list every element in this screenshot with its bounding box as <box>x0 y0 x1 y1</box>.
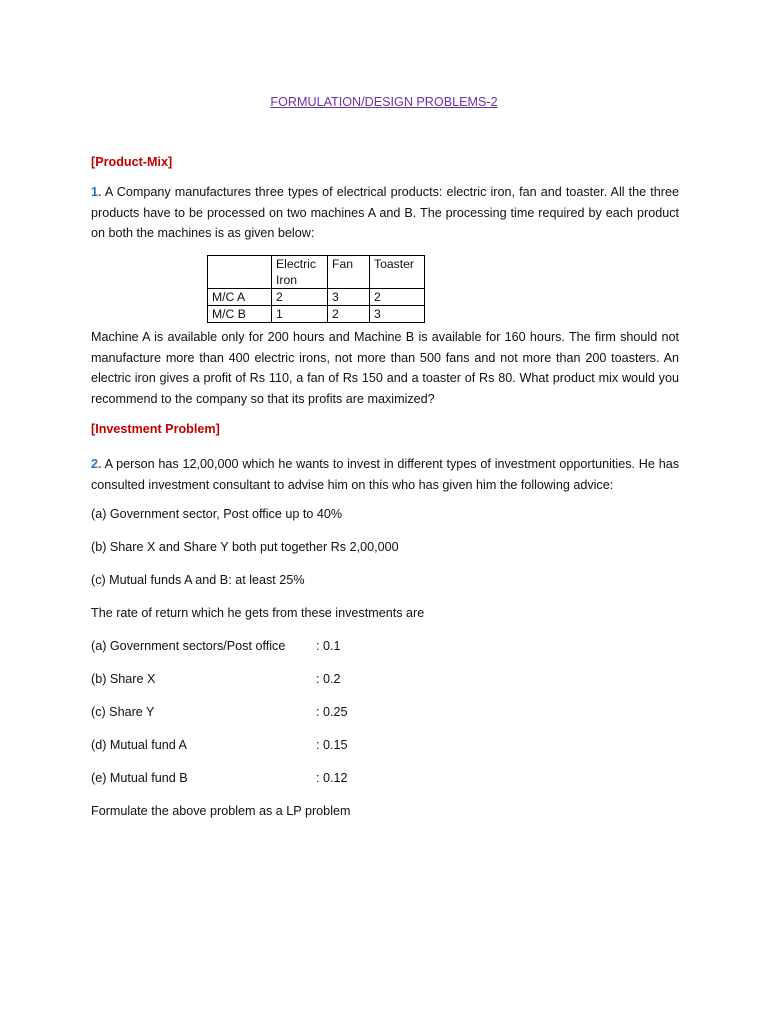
problem-1-intro-text: A Company manufactures three types of electrical products: electric iron, fan and toaster. All the three products have to be processed on two machines A and B. The processing time required by each product on both the machines is as given below: <box>91 185 679 240</box>
advice-item: (b) Share X and Share Y both put together Rs 2,00,000 <box>91 540 399 554</box>
table-row <box>208 289 425 306</box>
advice-item: (c) Mutual funds A and B: at least 25% <box>91 573 305 587</box>
problem-1-body: Machine A is available only for 200 hours and Machine B is available for 160 hours. The firm should not manufacture more than 400 electric irons, not more than 500 fans and not more than 200 toasters. An electric iron gives a profit of Rs 110, a fan of Rs 150 and a toaster of Rs 80. What product mix would you recommend to the company so that its profits are maximized? <box>91 330 679 406</box>
problem-2-intro <box>91 454 679 495</box>
rate-label: (d) Mutual fund A <box>91 738 187 752</box>
table-header-cell <box>208 256 272 289</box>
rate-label: (c) Share Y <box>91 705 155 719</box>
table-header-cell: Toaster <box>370 256 425 289</box>
rate-value: : 0.1 <box>316 639 341 653</box>
table-header-cell: Electric Iron <box>272 256 328 289</box>
rate-value: : 0.2 <box>316 672 341 686</box>
closing-instruction: Formulate the above problem as a LP problem <box>91 804 351 818</box>
advice-item: (a) Government sector, Post office up to 40% <box>91 507 343 521</box>
table-cell: 2 <box>370 289 425 306</box>
problem-2-number: 2. <box>91 457 102 471</box>
table-cell: 3 <box>370 306 425 323</box>
table-cell: M/C A <box>208 289 272 306</box>
problem-2-intro-text: A person has 12,00,000 which he wants to invest in different types of investment opportunities. He has consulted investment consultant to advise him on this who has given him the following advice: <box>91 457 679 492</box>
table-header-row <box>208 256 425 289</box>
table-cell: 1 <box>272 306 328 323</box>
problem-1-intro <box>91 182 679 244</box>
table-cell: 2 <box>272 289 328 306</box>
table-row <box>208 306 425 323</box>
rate-value: : 0.15 <box>316 738 348 752</box>
table-cell: 2 <box>328 306 370 323</box>
page-title: FORMULATION/DESIGN PROBLEMS-2 <box>270 95 498 109</box>
rate-value: : 0.12 <box>316 771 348 785</box>
processing-time-table <box>207 255 425 323</box>
table-cell: M/C B <box>208 306 272 323</box>
table-cell: 3 <box>328 289 370 306</box>
problem-1-number: 1. <box>91 185 102 199</box>
rate-value: : 0.25 <box>316 705 348 719</box>
rates-intro: The rate of return which he gets from these investments are <box>91 606 425 620</box>
product-mix-heading: [Product-Mix] <box>91 155 173 169</box>
rate-label: (e) Mutual fund B <box>91 771 188 785</box>
table-header-cell: Fan <box>328 256 370 289</box>
rate-label: (b) Share X <box>91 672 156 686</box>
rate-label: (a) Government sectors/Post office <box>91 639 286 653</box>
investment-heading: [Investment Problem] <box>91 422 220 436</box>
